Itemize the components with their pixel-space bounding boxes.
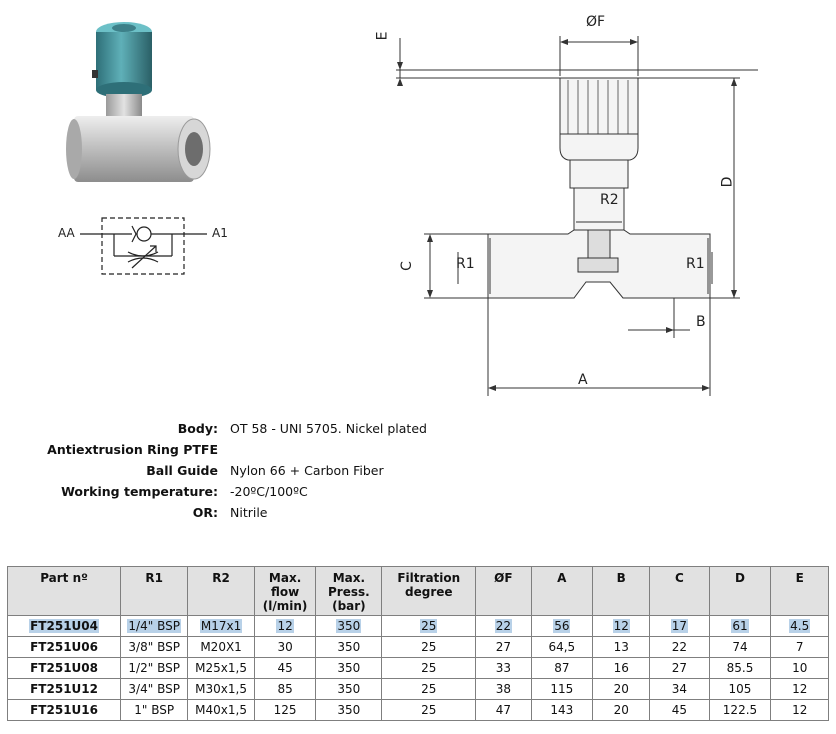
table-cell [382,700,476,721]
cell-text: M25x1,5 [195,661,247,675]
col-header: ØF [476,567,531,616]
cell-text: 4.5 [790,619,810,633]
col-header: Max. Press. (bar) [316,567,382,616]
spec-value: OT 58 - UNI 5705. Nickel plated [230,421,427,436]
specifications-list [40,418,560,523]
spec-value: Nylon 66 + Carbon Fiber [230,463,384,478]
cell-text: 56 [554,619,570,633]
dim-r2-label: R2 [600,192,619,208]
table-cell [188,700,255,721]
table-cell [593,658,650,679]
table-cell [188,616,255,637]
table-cell [121,658,188,679]
col-header: R1 [121,567,188,616]
table-cell [316,679,382,700]
spec-label: Body: [177,421,218,436]
cell-text: FT251U04 [30,619,98,633]
cell-text: 45 [671,703,688,717]
hydraulic-symbol [52,210,242,276]
cell-text: 7 [795,640,804,654]
cell-text: 10 [792,661,808,675]
cell-text: 12 [792,703,808,717]
part-number-cell [8,616,121,637]
table-row [8,616,829,637]
table-cell [476,679,531,700]
dim-d-label: D [719,176,736,188]
table-cell [593,637,650,658]
table-cell [650,700,709,721]
table-cell [121,700,188,721]
table-cell [771,679,829,700]
table-cell [476,616,531,637]
table-cell [709,679,771,700]
table-cell [531,616,593,637]
cell-text: 12 [613,619,629,633]
part-number-cell [8,658,121,679]
table-cell [709,637,771,658]
table-cell [254,658,315,679]
cell-text: 25 [421,682,437,696]
cell-text: 350 [337,661,361,675]
table-row [8,700,829,721]
cell-text: 22 [495,619,511,633]
cell-text: 74 [732,640,748,654]
cell-text: 1/2" BSP [128,661,180,675]
table-cell [709,700,771,721]
cell-text: 16 [613,661,629,675]
col-header: R2 [188,567,255,616]
table-cell [254,700,315,721]
table-cell [771,616,829,637]
cell-text: 85.5 [726,661,754,675]
table-header-row [8,567,829,616]
cell-text: 125 [273,703,297,717]
cell-text: 25 [421,640,437,654]
spec-value: Nitrile [230,505,268,520]
table-cell [382,637,476,658]
cell-text: M40x1,5 [195,703,247,717]
spec-label: OR: [192,505,218,520]
port-aa-label: AA [58,226,75,240]
part-number-cell [8,679,121,700]
cell-text: 1/4" BSP [128,619,180,633]
table-row [8,637,829,658]
cell-text: 34 [671,682,688,696]
col-header: Filtration degree [382,567,476,616]
cell-text: 3/8" BSP [128,640,180,654]
table-cell [121,679,188,700]
cell-text: 1" BSP [134,703,175,717]
spec-row [40,439,560,460]
cell-text: 85 [277,682,293,696]
cell-text: 13 [613,640,629,654]
cell-text: 350 [337,619,361,633]
cell-text: 143 [550,703,574,717]
table-cell [188,679,255,700]
cell-text: 22 [671,640,688,654]
table-cell [188,658,255,679]
table-cell [316,637,382,658]
cell-text: 17 [671,619,688,633]
col-header: A [531,567,593,616]
cell-text: 25 [421,703,437,717]
dim-c-label: C [398,261,415,271]
cell-text: 350 [337,640,361,654]
table-cell [254,637,315,658]
table-cell [650,616,709,637]
cell-text: FT251U06 [30,640,98,654]
spec-label: Working temperature: [61,484,218,499]
cell-text: 27 [671,661,688,675]
dim-r1-left-label: R1 [456,256,475,272]
col-header: C [650,567,709,616]
table-cell [254,679,315,700]
table-cell [188,637,255,658]
table-cell [593,616,650,637]
dim-r1-right-label: R1 [686,256,705,272]
part-number-cell [8,700,121,721]
table-cell [771,658,829,679]
table-cell [316,700,382,721]
col-header: E [771,567,829,616]
cell-text: 30 [277,640,293,654]
table-cell [476,700,531,721]
cell-text: 115 [550,682,574,696]
spec-row [40,481,560,502]
dim-f-label: ØF [586,14,606,30]
cell-text: FT251U08 [30,661,98,675]
cell-text: 3/4" BSP [128,682,180,696]
cell-text: 350 [337,703,361,717]
spec-value: -20ºC/100ºC [230,484,308,499]
table-cell [650,658,709,679]
table-cell [316,658,382,679]
col-header: B [593,567,650,616]
table-cell [382,658,476,679]
cell-text: 122.5 [722,703,758,717]
spec-row [40,418,560,439]
dim-e-label: E [374,31,391,41]
table-cell [650,637,709,658]
table-cell [254,616,315,637]
dimension-drawing [374,8,760,400]
table-cell [709,616,771,637]
cell-text: M20X1 [200,640,242,654]
cell-text: 105 [728,682,752,696]
dim-a-label: A [578,372,588,388]
table-cell [382,679,476,700]
table-cell [771,700,829,721]
table-cell [593,700,650,721]
table-cell [316,616,382,637]
table-cell [650,679,709,700]
dimensions-table [7,566,829,721]
cell-text: 12 [277,619,293,633]
cell-text: 64,5 [548,640,576,654]
cell-text: 61 [732,619,748,633]
cell-text: 350 [337,682,361,696]
col-header: Max. flow (l/min) [254,567,315,616]
cell-text: 12 [792,682,808,696]
table-row [8,679,829,700]
cell-text: 38 [495,682,511,696]
col-header: Part nº [8,567,121,616]
spec-row [40,460,560,481]
cell-text: 25 [421,619,437,633]
table-cell [531,658,593,679]
spec-row [40,502,560,523]
table-cell [771,637,829,658]
cell-text: 87 [554,661,570,675]
table-cell [531,679,593,700]
cell-text: 47 [495,703,511,717]
table-row [8,658,829,679]
spec-label: Antiextrusion Ring PTFE [47,442,218,457]
cell-text: 45 [277,661,293,675]
product-photo [62,10,222,200]
col-header: D [709,567,771,616]
table-cell [476,637,531,658]
cell-text: M30x1,5 [195,682,247,696]
cell-text: 20 [613,682,629,696]
dim-b-label: B [696,314,706,330]
spec-label: Ball Guide [146,463,218,478]
table-cell [593,679,650,700]
table-cell [531,700,593,721]
part-number-cell [8,637,121,658]
table-cell [121,637,188,658]
table-cell [121,616,188,637]
cell-text: 27 [495,640,511,654]
cell-text: 33 [495,661,511,675]
table-cell [476,658,531,679]
dimensions-table-container [7,566,829,721]
cell-text: FT251U16 [30,703,98,717]
port-a1-label: A1 [212,226,228,240]
cell-text: FT251U12 [30,682,98,696]
cell-text: 20 [613,703,629,717]
table-cell [382,616,476,637]
table-cell [531,637,593,658]
cell-text: M17x1 [200,619,242,633]
cell-text: 25 [421,661,437,675]
table-cell [709,658,771,679]
